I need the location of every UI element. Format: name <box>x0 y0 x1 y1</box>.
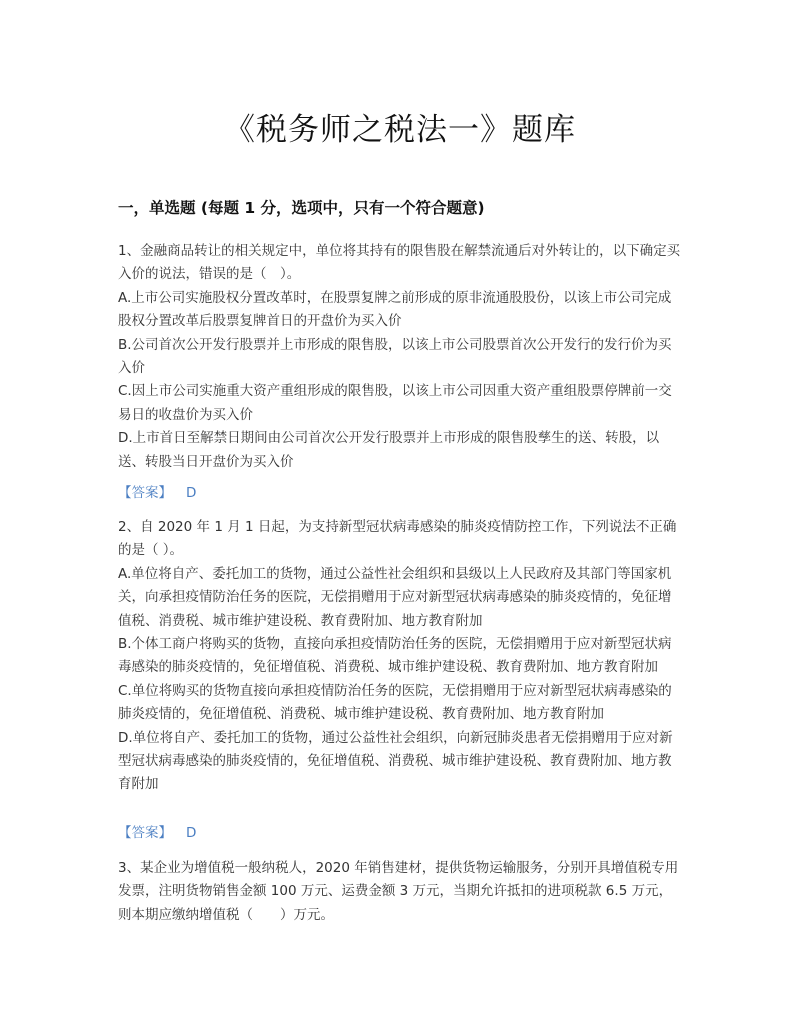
option-d: D.单位将自产、委托加工的货物，通过公益性社会组织，向新冠肺炎患者无偿捐赠用于应对新型冠状病毒感染的肺炎疫情的，免征增值税、消费税、城市维护建设税、教育费附加、地方教育附加 <box>118 729 673 793</box>
option-c: C.因上市公司实施重大资产重组形成的限售股，以该上市公司因重大资产重组股票停牌前一交易日的收盘价为买入价 <box>118 383 672 423</box>
question-stem: 2、自 2020 年 1 月 1 日起，为支持新型冠状病毒感染的肺炎疫情防控工作，下列说法不正确的是（ ）。 <box>118 519 677 559</box>
question-2 <box>118 516 682 797</box>
answer-label: 【答案】 <box>118 485 172 501</box>
answer-value: D <box>186 485 197 501</box>
section-heading: 一，单选题 (每题 1 分，选项中，只有一个符合题意) <box>118 199 485 217</box>
answer-label: 【答案】 <box>118 825 172 841</box>
document-title: 《税务师之税法一》题库 <box>224 112 576 148</box>
option-d: D.上市首日至解禁日期间由公司首次公开发行股票并上市形成的限售股孳生的送、转股，以送、转股当日开盘价为买入价 <box>118 430 660 470</box>
answer-2 <box>118 822 196 844</box>
question-stem: 1、金融商品转让的相关规定中，单位将其持有的限售股在解禁流通后对外转让的，以下确定买入价的说法，错误的是（ ）。 <box>118 243 681 283</box>
option-a: A.上市公司实施股权分置改革时，在股票复牌之前形成的原非流通股股份，以该上市公司完成股权分置改革后股票复牌首日的开盘价为买入价 <box>118 289 672 330</box>
answer-1 <box>118 482 196 504</box>
option-b: B.公司首次公开发行股票并上市形成的限售股，以该上市公司股票首次公开发行的发行价为买入价 <box>118 336 672 377</box>
question-stem: 3、某企业为增值税一般纳税人，2020 年销售建材，提供货物运输服务，分别开具增值税专用发票，注明货物销售金额 100 万元、运费金额 3 万元，当期允许抵扣的进项税款 6.5 万元，则本期应缴纳增值税（ ）万元。 <box>118 860 679 923</box>
answer-value: D <box>186 825 197 841</box>
option-b: B.个体工商户将购买的货物，直接向承担疫情防治任务的医院，无偿捐赠用于应对新型冠状病毒感染的肺炎疫情的，免征增值税、消费税、城市维护建设税、教育费附加、地方教育附加 <box>118 636 672 676</box>
option-a: A.单位将自产、委托加工的货物，通过公益性社会组织和县级以上人民政府及其部门等国家机关，向承担疫情防治任务的医院，无偿捐赠用于应对新型冠状病毒感染的肺炎疫情的，免征增值税、消费税、城市维护建设税、教育费附加、地方教育附加 <box>118 565 672 629</box>
question-1 <box>118 240 682 474</box>
question-3 <box>118 857 682 927</box>
option-c: C.单位将购买的货物直接向承担疫情防治任务的医院，无偿捐赠用于应对新型冠状病毒感染的肺炎疫情的，免征增值税、消费税、城市维护建设税、教育费附加、地方教育附加 <box>118 682 672 723</box>
